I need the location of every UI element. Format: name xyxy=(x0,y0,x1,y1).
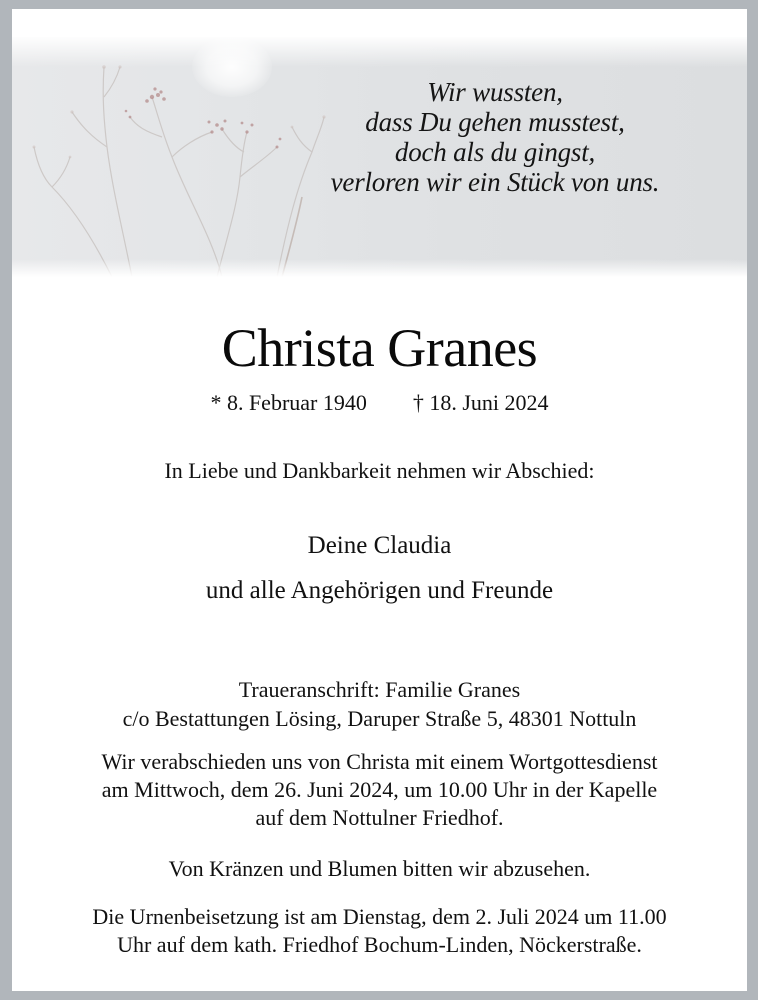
service-details xyxy=(12,748,747,832)
service-line: Wir verabschieden uns von Christa mit einem Wortgottesdienst xyxy=(101,749,658,774)
address-line: c/o Bestattungen Lösing, Daruper Straße 5, 48301 Nottuln xyxy=(122,706,637,731)
mourner-line: Deine Claudia xyxy=(307,532,452,559)
burial-line: Die Urnenbeisetzung ist am Dienstag, dem 2. Juli 2024 um 11.00 xyxy=(92,904,667,929)
mourners xyxy=(12,523,747,613)
verse-line: dass Du gehen musstest, xyxy=(365,107,625,137)
birth-date: * 8. Februar 1940 xyxy=(210,390,367,415)
verse-line: doch als du gingst, xyxy=(394,137,596,167)
death-date: 18. Juni 2024 xyxy=(429,390,549,415)
flowers-note: Von Kränzen und Blumen bitten wir abzusehen. xyxy=(168,856,591,881)
service-line: am Mittwoch, dem 26. Juni 2024, um 10.00 Uhr in der Kapelle xyxy=(101,777,658,802)
cross-icon: † xyxy=(412,390,424,415)
service-line: auf dem Nottulner Friedhof. xyxy=(255,805,504,830)
obituary-card xyxy=(12,9,747,991)
farewell-line: In Liebe und Dankbarkeit nehmen wir Abschied: xyxy=(164,458,595,483)
verse-text xyxy=(285,77,705,197)
verse-line: Wir wussten, xyxy=(427,77,563,107)
verse-line: verloren wir ein Stück von uns. xyxy=(330,167,660,197)
mourner-line: und alle Angehörigen und Freunde xyxy=(205,577,554,604)
life-dates xyxy=(12,389,747,417)
burial-details xyxy=(12,903,747,959)
address-line: Traueranschrift: Familie Granes xyxy=(238,677,521,702)
mourning-address xyxy=(12,675,747,733)
header-banner xyxy=(12,37,747,277)
deceased-name: Christa Granes xyxy=(221,318,538,378)
burial-line: Uhr auf dem kath. Friedhof Bochum-Linden, Nöckerstraße. xyxy=(117,932,642,957)
